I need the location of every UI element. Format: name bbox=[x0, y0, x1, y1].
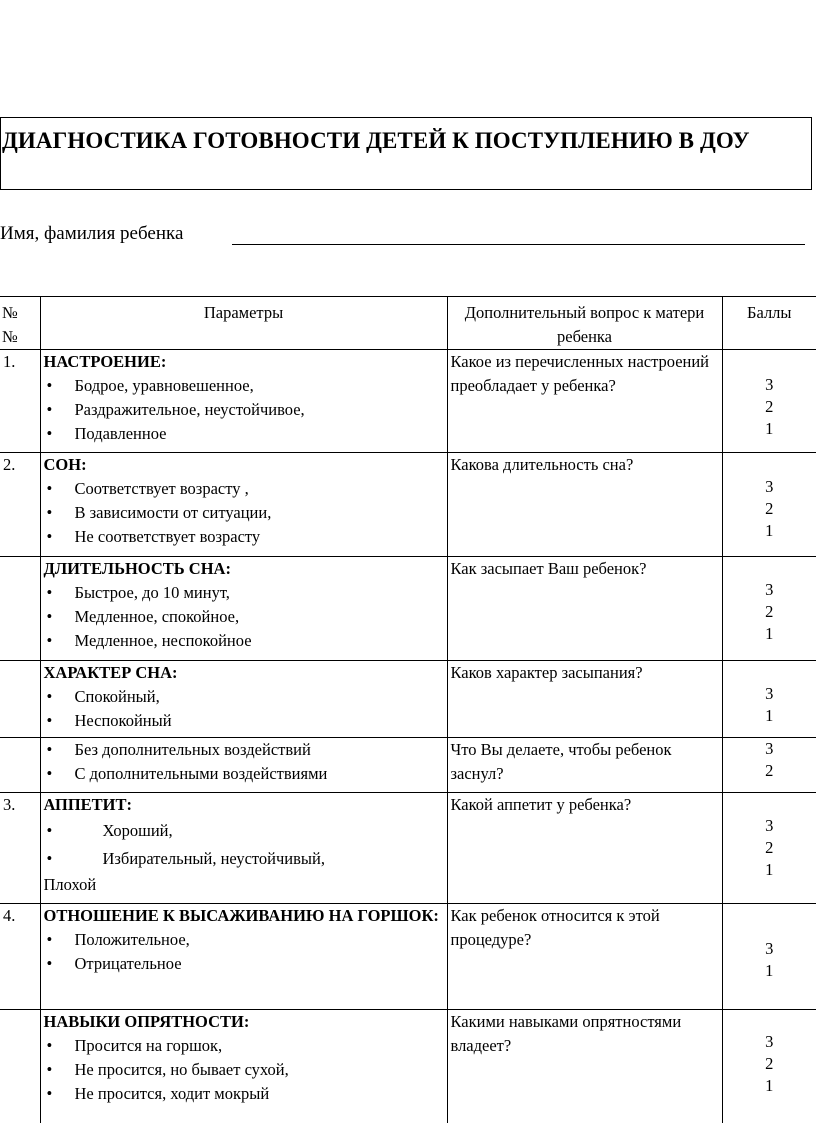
header-score: Баллы bbox=[722, 297, 816, 350]
option-list bbox=[44, 477, 444, 549]
row-score bbox=[722, 738, 816, 793]
option-text: Не просится, но бывает сухой, bbox=[74, 1060, 289, 1079]
option-text: Без дополнительных воздействий bbox=[74, 740, 311, 759]
option-item bbox=[44, 1034, 444, 1058]
option-text: В зависимости от ситуации, bbox=[74, 503, 272, 522]
row-number bbox=[0, 557, 40, 661]
section-heading: ОТНОШЕНИЕ К ВЫСАЖИВАНИЮ НА ГОРШОК: bbox=[43, 906, 439, 925]
row-number: 4. bbox=[0, 904, 40, 1010]
row-score bbox=[722, 453, 816, 557]
row-parameters bbox=[40, 904, 447, 1010]
table-body bbox=[0, 350, 816, 1123]
option-item bbox=[44, 845, 444, 873]
table-header-row bbox=[0, 297, 816, 350]
score-value: 1 bbox=[765, 961, 774, 980]
row-score bbox=[722, 904, 816, 1010]
row-question: Каков характер засыпания? bbox=[447, 661, 722, 738]
option-text: Отрицательное bbox=[74, 954, 182, 973]
header-question: Дополнительный вопрос к матери ребенка bbox=[447, 297, 722, 350]
child-name-blank-line bbox=[232, 244, 805, 245]
diagnostics-table bbox=[0, 296, 816, 1123]
section-heading: НАВЫКИ ОПРЯТНОСТИ: bbox=[43, 1012, 250, 1031]
score-value: 3 bbox=[765, 684, 774, 703]
row-number bbox=[0, 661, 40, 738]
score-value: 3 bbox=[765, 477, 774, 496]
bullet-icon: • bbox=[46, 1036, 53, 1055]
score-value: 2 bbox=[765, 397, 774, 416]
section-heading: АППЕТИТ: bbox=[43, 795, 133, 814]
section-heading: НАСТРОЕНИЕ: bbox=[43, 352, 167, 371]
option-item bbox=[44, 477, 444, 501]
option-text: Спокойный, bbox=[74, 687, 160, 706]
table-row bbox=[0, 661, 816, 738]
option-item bbox=[44, 398, 444, 422]
row-number bbox=[0, 738, 40, 793]
option-text: Не соответствует возрасту bbox=[74, 527, 261, 546]
option-text: Медленное, спокойное, bbox=[74, 607, 240, 626]
score-value: 3 bbox=[765, 939, 774, 958]
row-parameters bbox=[40, 1010, 447, 1123]
score-value: 1 bbox=[765, 706, 774, 725]
document-title: ДИАГНОСТИКА ГОТОВНОСТИ ДЕТЕЙ К ПОСТУПЛЕНИЮ В ДОУ bbox=[2, 128, 750, 153]
option-list bbox=[44, 581, 444, 653]
row-number: 3. bbox=[0, 793, 40, 904]
option-item bbox=[44, 1082, 444, 1106]
option-text: Избирательный, неустойчивый, bbox=[102, 849, 325, 868]
table-row bbox=[0, 1010, 816, 1123]
row-number: 1. bbox=[0, 350, 40, 453]
row-parameters bbox=[40, 350, 447, 453]
bullet-icon: • bbox=[46, 400, 53, 419]
option-list bbox=[44, 738, 444, 786]
row-question: Какова длительность сна? bbox=[447, 453, 722, 557]
option-item bbox=[44, 817, 444, 845]
row-question: Как засыпает Ваш ребенок? bbox=[447, 557, 722, 661]
table-row bbox=[0, 738, 816, 793]
score-value: 3 bbox=[765, 580, 774, 599]
bullet-icon: • bbox=[46, 930, 53, 949]
option-item bbox=[44, 709, 444, 733]
bullet-icon: • bbox=[46, 631, 53, 650]
row-question: Что Вы делаете, чтобы ребенок заснул? bbox=[447, 738, 722, 793]
option-list bbox=[44, 928, 444, 976]
bullet-icon: • bbox=[46, 954, 53, 973]
option-item bbox=[44, 738, 444, 762]
table-row bbox=[0, 350, 816, 453]
row-question: Как ребенок относится к этой процедуре? bbox=[447, 904, 722, 1010]
score-value: 3 bbox=[765, 375, 774, 394]
row-parameters bbox=[40, 793, 447, 904]
table-row bbox=[0, 557, 816, 661]
row-parameters bbox=[40, 661, 447, 738]
option-item bbox=[44, 605, 444, 629]
header-parameters: Параметры bbox=[40, 297, 447, 350]
score-value: 3 bbox=[765, 1032, 774, 1051]
bullet-icon: • bbox=[46, 687, 53, 706]
row-score bbox=[722, 661, 816, 738]
option-item bbox=[44, 1058, 444, 1082]
option-item bbox=[44, 581, 444, 605]
option-list bbox=[44, 685, 444, 733]
bullet-icon: • bbox=[46, 503, 53, 522]
option-text: Неспокойный bbox=[74, 711, 172, 730]
row-question: Какой аппетит у ребенка? bbox=[447, 793, 722, 904]
score-value: 1 bbox=[765, 1076, 774, 1095]
row-parameters bbox=[40, 557, 447, 661]
option-item bbox=[44, 685, 444, 709]
option-text: Плохой bbox=[43, 875, 97, 894]
section-heading: СОН: bbox=[43, 455, 87, 474]
option-item bbox=[44, 762, 444, 786]
title-box bbox=[0, 117, 812, 190]
bullet-icon: • bbox=[46, 424, 53, 443]
bullet-icon: • bbox=[46, 376, 53, 395]
score-value: 1 bbox=[765, 419, 774, 438]
bullet-icon: • bbox=[46, 1060, 53, 1079]
option-list bbox=[44, 374, 444, 446]
row-question: Какое из перечисленных настроений преобладает у ребенка? bbox=[447, 350, 722, 453]
row-parameters bbox=[40, 738, 447, 793]
table-row bbox=[0, 904, 816, 1010]
option-text: Хороший, bbox=[102, 821, 173, 840]
child-name-label: Имя, фамилия ребенка bbox=[0, 223, 184, 244]
score-value: 1 bbox=[765, 624, 774, 643]
option-item bbox=[44, 928, 444, 952]
row-score bbox=[722, 350, 816, 453]
option-text: Положительное, bbox=[74, 930, 190, 949]
bullet-icon: • bbox=[46, 527, 53, 546]
option-text: Не просится, ходит мокрый bbox=[74, 1084, 270, 1103]
section-heading: ХАРАКТЕР СНА: bbox=[43, 663, 178, 682]
row-parameters bbox=[40, 453, 447, 557]
score-value: 3 bbox=[765, 739, 774, 758]
header-number: № № bbox=[0, 297, 40, 350]
bullet-icon: • bbox=[46, 711, 53, 730]
bullet-icon: • bbox=[46, 740, 53, 759]
bullet-icon: • bbox=[46, 821, 53, 840]
option-list bbox=[44, 817, 444, 873]
option-item bbox=[44, 629, 444, 653]
bullet-icon: • bbox=[46, 849, 53, 868]
score-value: 2 bbox=[765, 499, 774, 518]
row-number bbox=[0, 1010, 40, 1123]
score-value: 1 bbox=[765, 521, 774, 540]
option-list bbox=[44, 1034, 444, 1106]
option-text: Быстрое, до 10 минут, bbox=[74, 583, 230, 602]
score-value: 2 bbox=[765, 602, 774, 621]
option-text: Бодрое, уравновешенное, bbox=[74, 376, 254, 395]
option-text: С дополнительными воздействиями bbox=[74, 764, 328, 783]
option-item bbox=[44, 374, 444, 398]
table-row bbox=[0, 793, 816, 904]
option-item bbox=[44, 501, 444, 525]
option-text: Соответствует возрасту , bbox=[74, 479, 249, 498]
bullet-icon: • bbox=[46, 607, 53, 626]
bullet-icon: • bbox=[46, 1084, 53, 1103]
score-value: 3 bbox=[765, 816, 774, 835]
table-row bbox=[0, 453, 816, 557]
score-value: 2 bbox=[765, 838, 774, 857]
bullet-icon: • bbox=[46, 764, 53, 783]
row-score bbox=[722, 557, 816, 661]
score-value: 2 bbox=[765, 1054, 774, 1073]
score-value: 2 bbox=[765, 761, 774, 780]
option-text: Медленное, неспокойное bbox=[74, 631, 252, 650]
option-item bbox=[44, 422, 444, 446]
section-heading: ДЛИТЕЛЬНОСТЬ СНА: bbox=[43, 559, 231, 578]
bullet-icon: • bbox=[46, 479, 53, 498]
row-question: Какими навыками опрятностями владеет? bbox=[447, 1010, 722, 1123]
score-value: 1 bbox=[765, 860, 774, 879]
bullet-icon: • bbox=[46, 583, 53, 602]
row-score bbox=[722, 793, 816, 904]
option-text: Подавленное bbox=[74, 424, 167, 443]
option-text: Просится на горшок, bbox=[74, 1036, 223, 1055]
option-item bbox=[44, 525, 444, 549]
option-item bbox=[44, 952, 444, 976]
option-text: Раздражительное, неустойчивое, bbox=[74, 400, 305, 419]
row-score bbox=[722, 1010, 816, 1123]
row-number: 2. bbox=[0, 453, 40, 557]
